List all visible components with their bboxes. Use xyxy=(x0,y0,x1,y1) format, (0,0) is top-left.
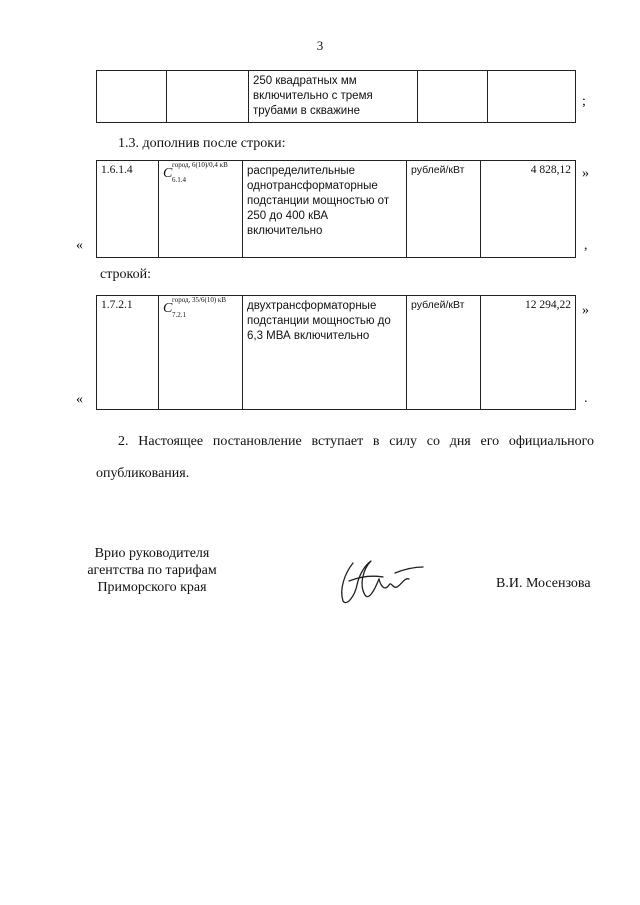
cell-unit: рублей/кВт xyxy=(407,296,481,410)
open-quote-b: « xyxy=(76,392,83,407)
table-row-a xyxy=(96,160,576,258)
close-quote-a: » xyxy=(582,166,589,181)
cell-symbol xyxy=(159,296,243,410)
cell-symbol xyxy=(159,161,243,258)
period-mark: . xyxy=(584,391,588,406)
cell-value xyxy=(488,71,576,123)
cell-description: двухтрансформаторные подстанции мощностью до 6,3 МВА включительно xyxy=(243,296,407,410)
paragraph-2-line2: опубликования. xyxy=(96,466,190,481)
signatory-name: В.И. Мосензова xyxy=(496,576,591,591)
open-quote-a: « xyxy=(76,238,83,253)
tariff-symbol: C город, 6(10)/0,4 кВ 6.1.4 xyxy=(163,161,228,184)
signatory-position: Врио руководителя агентства по тарифам Приморского края xyxy=(87,546,217,595)
cell-value: 12 294,22 xyxy=(481,296,576,410)
cell-description: 250 квадратных мм включительно с тремя трубами в скважине xyxy=(249,71,418,123)
comma-mark: , xyxy=(584,238,588,253)
cell-unit: рублей/кВт xyxy=(407,161,481,258)
cell-unit xyxy=(418,71,488,123)
close-quote-b: » xyxy=(582,303,589,318)
table-row-b xyxy=(96,295,576,410)
cell-code xyxy=(97,71,167,123)
handwritten-signature-image xyxy=(335,555,425,607)
page-number: 3 xyxy=(316,38,324,53)
cell-code: 1.6.1.4 xyxy=(97,161,159,258)
cell-description: распределительные однотрансформаторные подстанции мощностью от 250 до 400 кВА включительно xyxy=(243,161,407,258)
paragraph-1-3: 1.3. дополнив после строки: xyxy=(118,136,286,151)
cell-symbol xyxy=(167,71,249,123)
table-fragment-top xyxy=(96,70,576,123)
cell-value: 4 828,12 xyxy=(481,161,576,258)
tariff-symbol: C город, 35/6(10) кВ 7.2.1 xyxy=(163,296,226,319)
cell-code: 1.7.2.1 xyxy=(97,296,159,410)
semicolon-mark: ; xyxy=(582,94,586,109)
paragraph-2-line1: 2. Настоящее постановление вступает в силу со дня его официального xyxy=(118,434,594,449)
stroke-label: строкой: xyxy=(100,267,151,282)
